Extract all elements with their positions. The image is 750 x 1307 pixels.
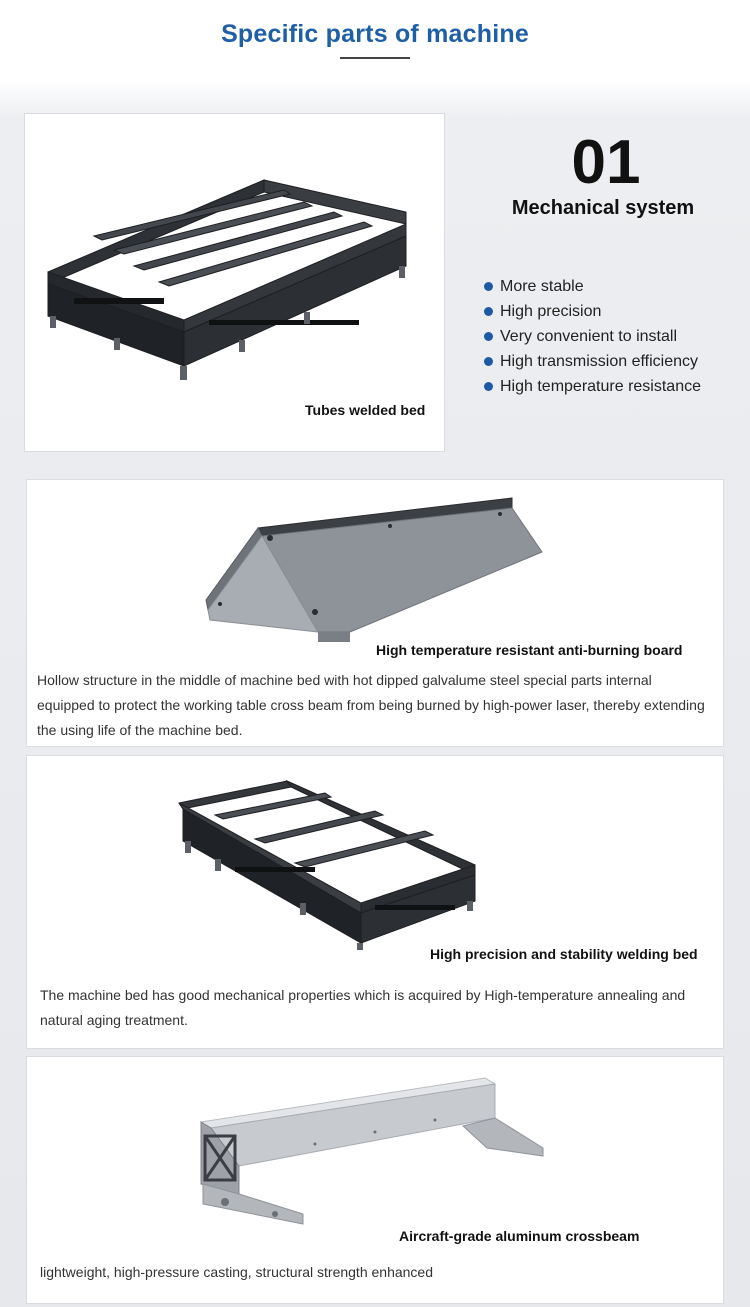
feature-label: High temperature resistance	[500, 378, 701, 395]
feature-label: Very convenient to install	[500, 328, 677, 345]
aluminum-crossbeam-image	[195, 1074, 555, 1234]
feature-item	[484, 349, 701, 374]
description-anti-burning-board: Hollow structure in the middle of machine bed with hot dipped galvalume steel special parts internal equipped to protect the working table cross beam from being burned by high-power laser, thereby extending the using life of the machine bed.	[37, 672, 705, 738]
caption-aluminum-crossbeam: Aircraft-grade aluminum crossbeam	[399, 1228, 640, 1244]
bullet-icon	[484, 332, 493, 341]
feature-label: More stable	[500, 278, 584, 295]
feature-item	[484, 374, 701, 399]
bullet-icon	[484, 357, 493, 366]
bullet-icon	[484, 382, 493, 391]
caption-tubes-welded-bed: Tubes welded bed	[305, 402, 426, 418]
anti-burning-board-image	[200, 492, 550, 652]
feature-item	[484, 274, 701, 299]
bullet-icon	[484, 282, 493, 291]
welding-bed-image	[175, 775, 485, 950]
section-number: 01	[571, 128, 641, 197]
feature-label: High transmission efficiency	[500, 353, 699, 370]
caption-anti-burning-board: High temperature resistant anti-burning board	[376, 642, 683, 658]
title-underline	[340, 57, 410, 59]
feature-list	[484, 274, 701, 399]
caption-welding-bed: High precision and stability welding bed	[430, 946, 698, 962]
feature-item	[484, 299, 701, 324]
tubes-welded-bed-image	[34, 170, 414, 390]
bullet-icon	[484, 307, 493, 316]
section-name: Mechanical system	[511, 197, 695, 219]
description-welding-bed: The machine bed has good mechanical properties which is acquired by High-temperature annealing and natural aging treatment.	[40, 987, 686, 1028]
description-aluminum-crossbeam: lightweight, high-pressure casting, structural strength enhanced	[40, 1264, 433, 1280]
page-title: Specific parts of machine	[221, 20, 529, 48]
feature-item	[484, 324, 701, 349]
feature-label: High precision	[500, 303, 602, 320]
